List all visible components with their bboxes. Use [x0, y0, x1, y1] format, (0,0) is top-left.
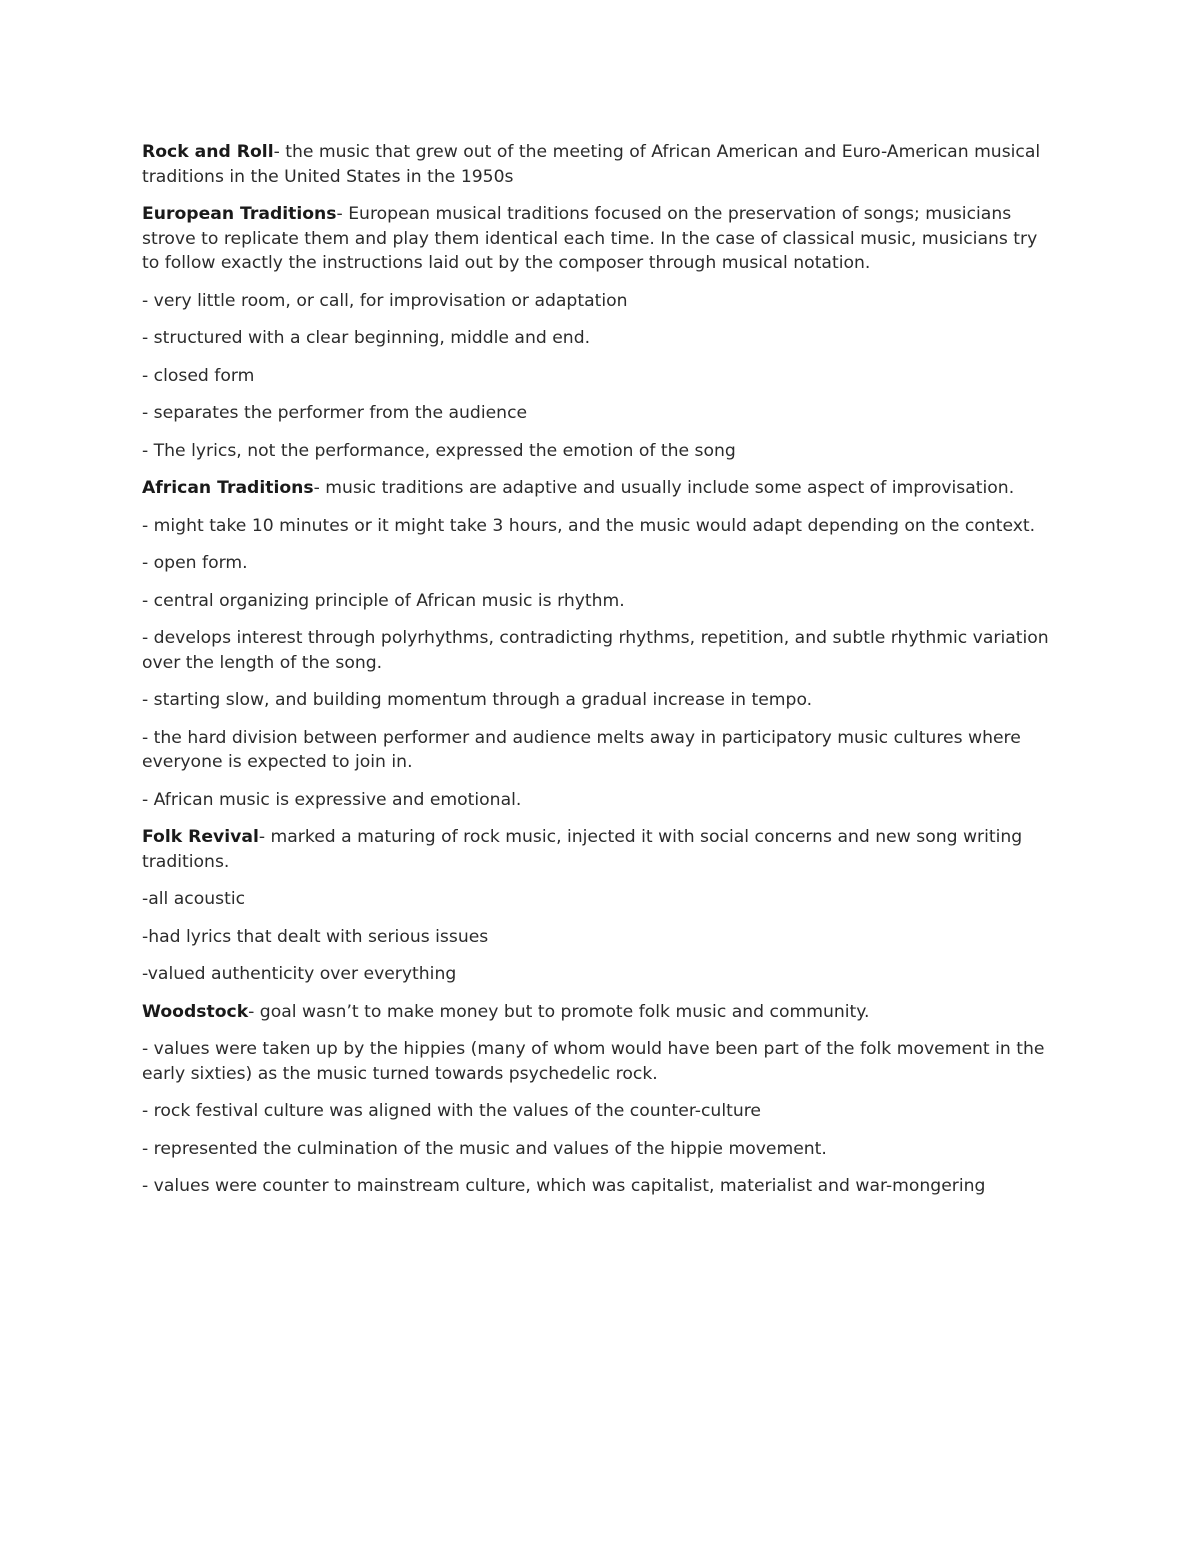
bullet-item	[142, 788, 1057, 813]
bullet-text: - closed form	[142, 365, 255, 386]
bullet-text: - rock festival culture was aligned with the values of the counter-culture	[142, 1101, 762, 1121]
bullet-text: - might take 10 minutes or it might take 3 hours, and the music would adapt depending on the context.	[142, 515, 1036, 536]
bullet-item	[142, 626, 1057, 675]
bullet-text: -had lyrics that dealt with serious issues	[142, 926, 489, 947]
bullet-text: - represented the culmination of the music and values of the hippie movement.	[142, 1138, 827, 1159]
term-heading: Folk Revival	[142, 827, 259, 847]
paragraph-text: - goal wasn’t to make money but to promote folk music and community.	[248, 1001, 870, 1022]
bullet-item	[142, 726, 1057, 775]
bullet-text: - very little room, or call, for improvisation or adaptation	[142, 290, 628, 311]
bullet-text: - The lyrics, not the performance, expressed the emotion of the song	[142, 440, 736, 461]
bullet-item	[142, 925, 1057, 950]
bullet-text: - structured with a clear beginning, middle and end.	[142, 328, 591, 348]
bullet-text: - separates the performer from the audience	[142, 403, 528, 423]
bullet-text: - African music is expressive and emotional.	[142, 789, 522, 810]
term-heading: European Traditions	[142, 204, 337, 224]
bullet-text: - develops interest through polyrhythms, contradicting rhythms, repetition, and subtle rhythmic variation over the length of the song.	[142, 628, 1049, 673]
paragraph-rock-and-roll	[142, 140, 1057, 189]
term-heading: Rock and Roll	[142, 142, 274, 162]
bullet-item	[142, 514, 1057, 539]
paragraph-text: - the music that grew out of the meeting of African American and Euro-American musical traditions in the United States in the 1950s	[142, 142, 1041, 187]
bullet-item	[142, 887, 1057, 912]
bullet-text: - central organizing principle of African music is rhythm.	[142, 590, 625, 611]
paragraph-folk-revival	[142, 825, 1057, 874]
bullet-item	[142, 439, 1057, 464]
bullet-item	[142, 589, 1057, 614]
bullet-item	[142, 962, 1057, 987]
bullet-text: - values were counter to mainstream culture, which was capitalist, materialist and war-mongering	[142, 1176, 986, 1196]
bullet-text: -all acoustic	[142, 889, 246, 909]
bullet-text: - the hard division between performer and audience melts away in participatory music cultures where everyone is expected to join in.	[142, 727, 1021, 772]
bullet-text: - starting slow, and building momentum through a gradual increase in tempo.	[142, 690, 813, 710]
paragraph-woodstock	[142, 1000, 1057, 1025]
bullet-text: -valued authenticity over everything	[142, 964, 457, 984]
term-heading: African Traditions	[142, 478, 314, 498]
bullet-item	[142, 688, 1057, 713]
paragraph-european-traditions	[142, 202, 1057, 276]
bullet-item	[142, 401, 1057, 426]
term-heading: Woodstock	[142, 1001, 249, 1022]
bullet-item	[142, 1137, 1057, 1162]
paragraph-african-traditions	[142, 476, 1057, 501]
bullet-item	[142, 551, 1057, 576]
paragraph-text: - European musical traditions focused on the preservation of songs; musicians strove to replicate them and play them identical each time. In the case of classical music, musicians try to follow exactly the instructions laid out by the composer through musical notation.	[142, 204, 1038, 273]
bullet-text: - open form.	[142, 553, 248, 573]
bullet-item	[142, 364, 1057, 389]
bullet-item	[142, 1099, 1057, 1124]
bullet-item	[142, 326, 1057, 351]
paragraph-text: - marked a maturing of rock music, injected it with social concerns and new song writing traditions.	[142, 827, 1023, 872]
bullet-item	[142, 1174, 1057, 1199]
bullet-item	[142, 1037, 1057, 1086]
paragraph-text: - music traditions are adaptive and usually include some aspect of improvisation.	[313, 478, 1015, 498]
document-page	[142, 140, 1057, 1212]
bullet-item	[142, 289, 1057, 314]
bullet-text: - values were taken up by the hippies (many of whom would have been part of the folk movement in the early sixties) as the music turned towards psychedelic rock.	[142, 1039, 1045, 1084]
